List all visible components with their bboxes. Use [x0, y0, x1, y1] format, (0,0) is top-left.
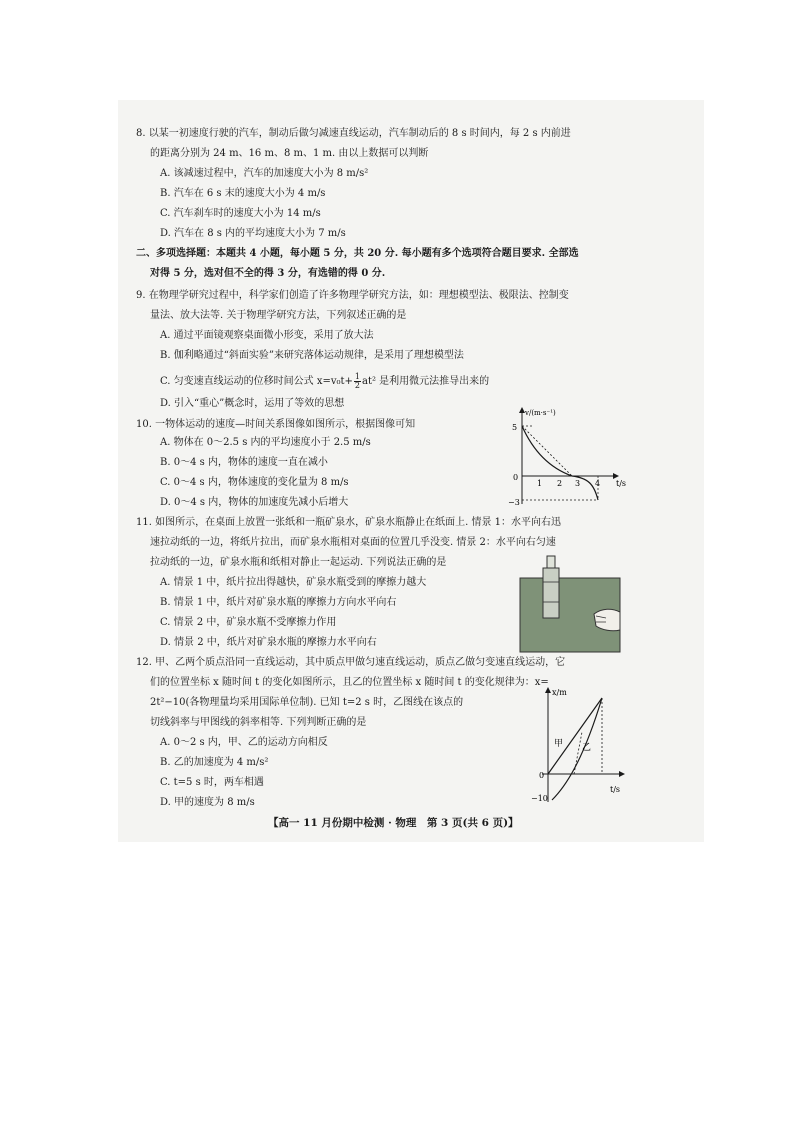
- q12-origin-label: 0: [539, 771, 545, 780]
- q12-stem-line1: 12. 甲、乙两个质点沿同一直线运动，其中质点甲做匀速直线运动，质点乙做匀变速直线运动，它: [136, 657, 566, 668]
- q9-option-c-pre: C. 匀变速直线运动的位移时间公式 x=v₀t+: [160, 376, 353, 387]
- q11-stem-line3: 拉动纸的一边，矿泉水瓶和纸相对静止一起运动. 下列说法正确的是: [150, 557, 447, 568]
- q11-stem-line1: 11. 如图所示，在桌面上放置一张纸和一瓶矿泉水，矿泉水瓶静止在纸面上. 情景 1：水平向右迅: [136, 517, 561, 528]
- q10-x-tick-4: 4: [595, 479, 601, 488]
- q12-label-yi: 乙: [582, 743, 592, 753]
- q12-x-axis-label: t/s: [610, 785, 621, 794]
- q10-x-axis-label: t/s: [616, 479, 627, 488]
- q11-option-d: D. 情景 2 中，纸片对矿泉水瓶的摩擦力水平向右: [160, 637, 377, 648]
- q12-y-tick-neg10: −10: [531, 794, 548, 803]
- q10-option-b: B. 0～4 s 内，物体的速度一直在减小: [160, 457, 328, 468]
- q9-option-b: B. 伽利略通过“斜面实验”来研究落体运动规律，是采用了理想模型法: [160, 350, 464, 361]
- q12-stem-line2: 们的位置坐标 x 随时间 t 的变化如图所示，且乙的位置坐标 x 随时间 t 的变化规律为：x=: [150, 677, 549, 688]
- q9-fraction: [354, 373, 361, 390]
- q12-option-a: A. 0～2 s 内，甲、乙的运动方向相反: [160, 737, 328, 748]
- q10-stem: 10. 一物体运动的速度—时间关系图像如图所示，根据图像可知: [136, 419, 416, 430]
- q8-option-a: A. 该减速过程中，汽车的加速度大小为 8 m/s²: [160, 168, 369, 179]
- q10-vt-graph: [500, 404, 634, 514]
- q10-option-a: A. 物体在 0～2.5 s 内的平均速度小于 2.5 m/s: [160, 437, 371, 448]
- q9-option-c-post: at² 是利用微元法推导出来的: [362, 376, 490, 387]
- q12-option-d: D. 甲的速度为 8 m/s: [160, 797, 255, 808]
- q9-fraction-den: 2: [354, 381, 360, 390]
- q12-curve-yi: [552, 698, 602, 800]
- q12-stem-line3: 2t²−10(各物理量均采用国际单位制). 已知 t=2 s 时，乙图线在该点的: [150, 697, 464, 708]
- q8-option-c: C. 汽车刹车时的速度大小为 14 m/s: [160, 208, 321, 219]
- q10-option-c: C. 0～4 s 内，物体速度的变化量为 8 m/s: [160, 477, 349, 488]
- q8-stem-line2: 的距离分别为 24 m、16 m、8 m、1 m. 由以上数据可以判断: [150, 148, 429, 159]
- q9-stem-line1: 9. 在物理学研究过程中，科学家们创造了许多物理学研究方法，如：理想模型法、极限法、控制变: [136, 290, 569, 301]
- q9-option-a: A. 通过平面镜观察桌面微小形变，采用了放大法: [160, 330, 374, 341]
- water-bottle-icon: [543, 568, 559, 618]
- q10-y-tick-neg3: −3: [508, 498, 520, 507]
- q11-option-a: A. 情景 1 中，纸片拉出得越快，矿泉水瓶受到的摩擦力越大: [160, 577, 427, 588]
- section2-header-line1: 二、多项选择题：本题共 4 小题，每小题 5 分，共 20 分. 每小题有多个选项符合题目要求. 全部选: [136, 248, 579, 259]
- q12-stem-line4: 切线斜率与甲图线的斜率相等. 下列判断正确的是: [150, 717, 367, 728]
- q11-option-c: C. 情景 2 中，矿泉水瓶不受摩擦力作用: [160, 617, 337, 628]
- q9-option-d: D. 引入“重心”概念时，运用了等效的思想: [160, 398, 345, 409]
- section2-header-line2: 对得 5 分，选对但不全的得 3 分，有选错的得 0 分.: [150, 268, 386, 279]
- q10-reference-line: [522, 426, 572, 476]
- q12-y-axis-label: x/m: [552, 688, 567, 697]
- q12-option-b: B. 乙的加速度为 4 m/s²: [160, 757, 269, 768]
- q11-stem-line2: 速拉动纸的一边，将纸片拉出，而矿泉水瓶相对桌面的位置几乎没变. 情景 2：水平向右匀速: [150, 537, 556, 548]
- q11-bottle-paper-figure: [516, 552, 622, 654]
- q10-x-tick-3: 3: [575, 479, 581, 488]
- q10-option-d: D. 0～4 s 内，物体的加速度先减小后增大: [160, 497, 349, 508]
- q10-y-tick-5: 5: [512, 423, 518, 432]
- q9-stem-line2: 量法、放大法等. 关于物理学研究方法，下列叙述正确的是: [150, 310, 407, 321]
- q10-y-axis-label: v/(m·s⁻¹): [525, 409, 556, 417]
- q9-option-c: [160, 373, 489, 390]
- page-footer: 【高一 11 月份期中检测 · 物理 第 3 页(共 6 页)】: [268, 817, 519, 829]
- q12-label-jia: 甲: [554, 739, 564, 749]
- q12-option-c: C. t=5 s 时，两车相遇: [160, 777, 264, 788]
- q8-option-d: D. 汽车在 8 s 内的平均速度大小为 7 m/s: [160, 228, 346, 239]
- q8-stem-line1: 8. 以某一初速度行驶的汽车，制动后做匀减速直线运动，汽车制动后的 8 s 时间内，每 2 s 内前进: [136, 128, 571, 139]
- q8-option-b: B. 汽车在 6 s 末的速度大小为 4 m/s: [160, 188, 326, 199]
- q12-xt-graph: [530, 684, 630, 806]
- q11-option-b: B. 情景 1 中，纸片对矿泉水瓶的摩擦力方向水平向右: [160, 597, 397, 608]
- q10-x-tick-2: 2: [557, 479, 563, 488]
- q9-fraction-num: 1: [354, 372, 360, 381]
- q10-y-tick-0: 0: [513, 473, 519, 482]
- q10-x-tick-1: 1: [537, 479, 543, 488]
- q12-line-jia: [548, 698, 602, 774]
- hand-icon: [594, 609, 620, 631]
